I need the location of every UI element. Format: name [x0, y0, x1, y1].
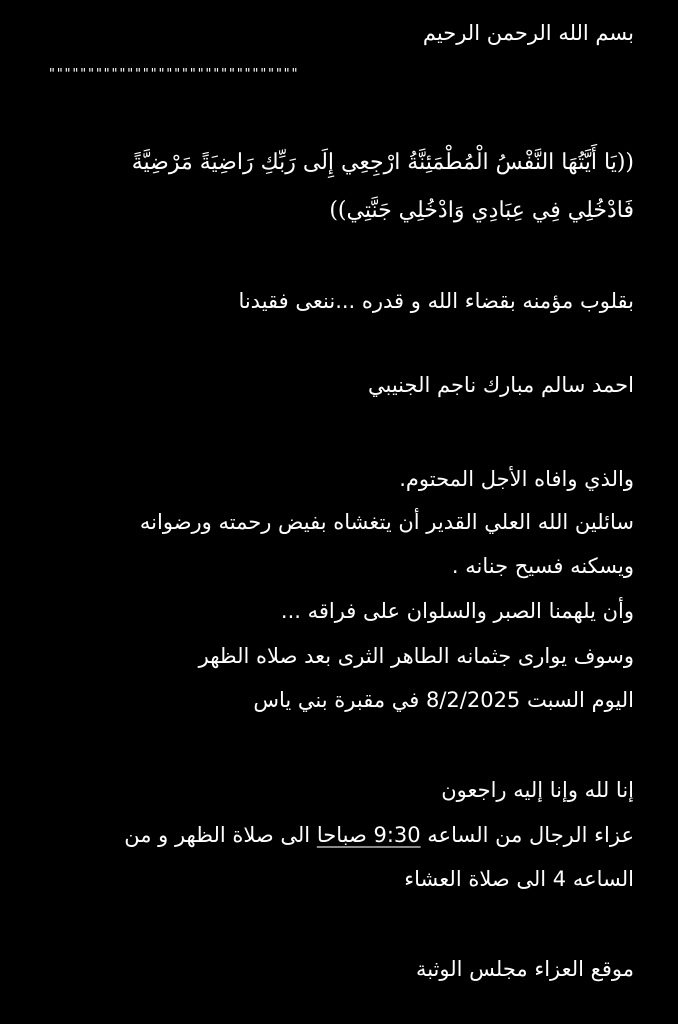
condolence-time-link[interactable]: 9:30 صباحا	[316, 823, 421, 847]
passing-line: والذي وافاه الأجل المحتوم.	[399, 467, 634, 491]
condolence-line-1-end: الى صلاة الظهر و من	[124, 823, 317, 847]
location-line: موقع العزاء مجلس الوثبة	[415, 957, 634, 981]
deceased-name: احمد سالم مبارك ناجم الجنيبي	[368, 373, 634, 397]
prayer-line-1: سائلين الله العلي القدير أن يتغشاه بفيض رحمته ورضوانه	[139, 510, 634, 534]
verse-line-1: ((يَا أَيَّتُهَا النَّفْسُ الْمُطْمَئِنَّةُ ارْجِعِي إِلَى رَبِّكِ رَاضِيَةً مَرْضِيَّةً	[131, 150, 634, 175]
basmala: بسم الله الرحمن الرحيم	[422, 21, 634, 45]
closing-verse: إنا لله وإنا إليه راجعون	[441, 778, 634, 802]
condolence-line-1	[44, 820, 634, 850]
burial-line-2: اليوم السبت 8/2/2025 في مقبرة بني ياس	[253, 688, 634, 712]
mourning-line: بقلوب مؤمنه بقضاء الله و قدره ...ننعى فقيدنا	[238, 289, 634, 313]
condolence-line-2: الساعه 4 الى صلاة العشاء	[404, 867, 634, 891]
prayer-line-2: ويسكنه فسيح جنانه .	[451, 554, 634, 578]
quote-marks-divider: """"""""""""""""""""""""""""""""	[48, 67, 299, 82]
prayer-line-3: وأن يلهمنا الصبر والسلوان على فراقه ...	[280, 599, 634, 623]
burial-line-1: وسوف يوارى جثمانه الطاهر الثرى بعد صلاه الظهر	[198, 644, 634, 668]
condolence-line-1-start: عزاء الرجال من الساعه	[420, 823, 634, 847]
verse-line-2: فَادْخُلِي فِي عِبَادِي وَادْخُلِي جَنَّتِي))	[329, 198, 634, 223]
